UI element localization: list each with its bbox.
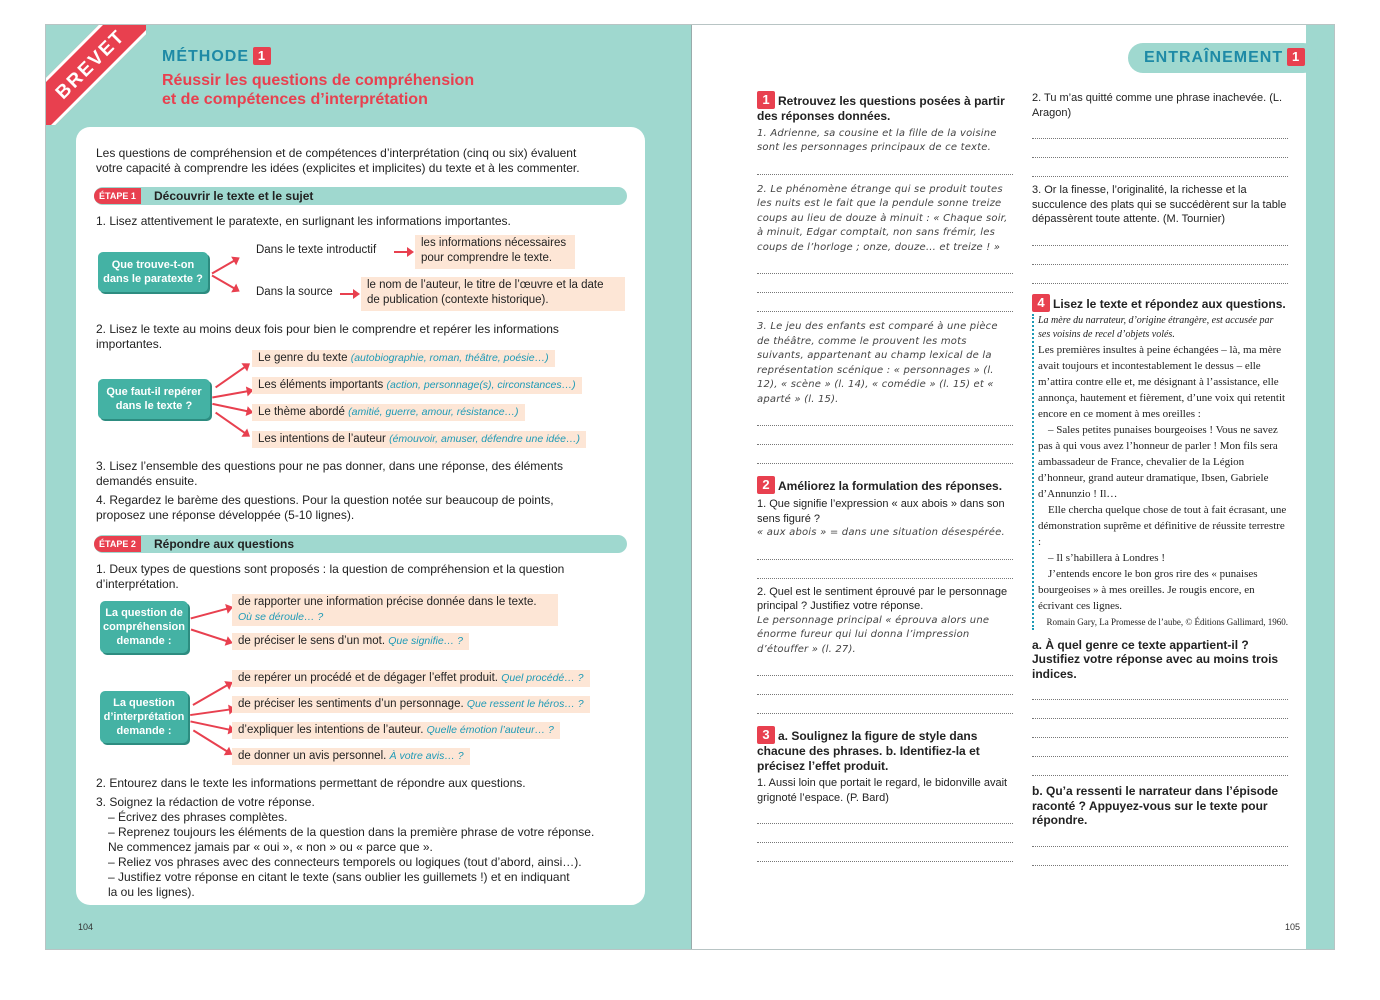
reperer-1-text: Le genre du texte: [258, 352, 348, 364]
answer-line[interactable]: [1032, 158, 1288, 177]
exercise-2-heading: 2 Améliorez la formulation des réponses.: [757, 476, 1013, 494]
arrow-icon: [212, 258, 239, 275]
etape-2: [94, 535, 627, 553]
method-card: [76, 127, 645, 905]
answer-line[interactable]: [1032, 227, 1288, 246]
interpretation-4-example: À votre avis… ?: [389, 750, 464, 762]
box-reperer: Que faut-il repérer dans le texte ?: [98, 379, 210, 419]
methode-label: [162, 47, 271, 66]
text-excerpt: [1032, 314, 1288, 630]
etape2-step-1b: d’interprétation.: [96, 577, 179, 591]
right-page: [691, 25, 1334, 949]
arrow-icon: [212, 403, 252, 413]
comprehension-1-example: Où se déroule… ?: [238, 611, 324, 623]
reperer-2-example: (action, personnage(s), circonstances…): [386, 379, 576, 391]
source-result-1: le nom de l’auteur, le titre de l’œuvre et la date: [367, 279, 604, 291]
answer-line[interactable]: [757, 560, 1013, 579]
step-1: 1. Lisez attentivement le paratexte, en surlignant les informations importantes.: [96, 214, 511, 228]
title-line-2: et de compétences d’interprétation: [162, 91, 428, 108]
etape2-step-3a: – Écrivez des phrases complètes.: [108, 810, 288, 824]
book-spread: [45, 24, 1335, 950]
exercise-2b-answer: Le personnage principal « éprouva alors une énorme fureur qui lui donna l’impression d’étouffer » (l. 27).: [757, 614, 990, 655]
etape2-step-1a: 1. Deux types de questions sont proposés : la question de compréhension et la question: [96, 562, 565, 576]
reperer-4-text: Les intentions de l’auteur: [258, 433, 386, 445]
answer-line[interactable]: [757, 541, 1013, 560]
reperer-3-text: Le thème abordé: [258, 406, 345, 418]
source-result: [361, 277, 625, 311]
arrow-icon: [190, 607, 231, 620]
arrow-icon: [215, 412, 249, 437]
exercise-1c: 3. Le jeu des enfants est comparé à une pièce de théâtre, comme le prouvent les mots suivants, appartenant au champ lexical de la représentation scénique : « personnages » (l. 12), « scène » (l. 14), « comédie » (l. 15) et « aparté » (l. 15).: [757, 321, 998, 405]
intro-result-2: pour comprendre le texte.: [421, 252, 553, 264]
comprehension-1-text: de rapporter une information précise donnée dans le texte.: [238, 596, 537, 608]
arrow-icon: [190, 708, 234, 716]
answer-line[interactable]: [1032, 719, 1288, 738]
excerpt-p2: – Sales petites punaises bourgeoises ! Vous ne savez pas à qui vous avez l’honneur de parler ! Mon fils sera ambassadeur de France, chevalier de la Légion d’honneur, grand auteur dramatique, Ibsen, Gabriele d’Annunzio ! Il…: [1038, 423, 1278, 500]
exercise-1a: 1. Adrienne, sa cousine et la fille de la voisine sont les personnages principaux de ce texte.: [757, 127, 997, 153]
interpretation-1: [232, 670, 590, 687]
interpretation-4: [232, 748, 470, 765]
answer-line[interactable]: [757, 657, 1013, 676]
reperer-3-example: (amitié, guerre, amour, résistance…): [348, 406, 519, 418]
interpretation-2-text: de préciser les sentiments d’un personnage.: [238, 698, 464, 710]
entrainement-text: ENTRAÎNEMENT: [1144, 49, 1284, 66]
reperer-2-text: Les éléments importants: [258, 379, 384, 391]
answer-line[interactable]: [1032, 757, 1288, 776]
reperer-3: [252, 404, 525, 421]
interpretation-3: [232, 722, 560, 739]
exercise-3-heading: 3 a. Soulignez la figure de style dans chacune des phrases. b. Identifiez-la et précisez l’effet produit.: [757, 727, 980, 773]
reperer-1: [252, 350, 555, 367]
excerpt-intro: La mère du narrateur, d’origine étrangère, est accusée par ses voisins de recel d’objets volés.: [1038, 314, 1274, 340]
etape-1-label: Découvrir le texte et le sujet: [154, 189, 314, 203]
intro-line-1: Les questions de compréhension et de compétences d’interprétation (cinq ou six) évaluent: [96, 146, 577, 160]
answer-line[interactable]: [1032, 246, 1288, 265]
methode-number: 1: [253, 47, 271, 65]
step-4b: proposez une réponse développée (5-10 lignes).: [96, 508, 355, 522]
left-page: [46, 25, 691, 949]
exercise-4a: a. À quel genre ce texte appartient-il ? Justifiez votre réponse avec au moins trois indices.: [1032, 637, 1279, 681]
answer-line[interactable]: [757, 255, 1013, 274]
etape-2-label: Répondre aux questions: [154, 537, 295, 551]
arrow-icon: [192, 682, 231, 706]
intro-result-1: les informations nécessaires: [421, 237, 567, 249]
answer-line[interactable]: [1032, 738, 1288, 757]
answer-line[interactable]: [757, 843, 1013, 862]
interpretation-3-text: d’expliquer les intentions de l’auteur.: [238, 724, 424, 736]
exercise-4-heading: 4 Lisez le texte et répondez aux questions.: [1032, 294, 1288, 312]
answer-line[interactable]: [1032, 139, 1288, 158]
arrow-icon: [394, 251, 412, 253]
intro-line-2: votre capacité à comprendre les idées (explicites et implicites) du texte et à les commenter.: [96, 161, 580, 175]
comprehension-2-text: de préciser le sens d’un mot.: [238, 635, 386, 647]
entrainement-number: 1: [1287, 48, 1305, 66]
box-interpretation: La question d’interprétation demande :: [100, 691, 188, 743]
interpretation-2-example: Que ressent le héros… ?: [466, 698, 584, 710]
exercise-3b: 2. Tu m’as quitté comme une phrase inachevée. (L. Aragon): [1032, 92, 1283, 119]
arrow-icon: [212, 390, 252, 399]
page-number-right: 105: [1284, 922, 1300, 932]
etape2-step-3f: la ou les lignes).: [108, 885, 195, 899]
interpretation-3-example: Quelle émotion l’auteur… ?: [426, 724, 554, 736]
source-label: Dans la source: [256, 286, 333, 298]
exercise-3c: 3. Or la finesse, l’originalité, la richesse et la succulence des plats qui se succédèrent sur la table dépassèrent toute attente. (M. Tournier): [1032, 184, 1287, 225]
brevet-corner: [46, 25, 146, 125]
answer-line[interactable]: [757, 274, 1013, 293]
exercise-3a: 1. Aussi loin que portait le regard, le bidonville avait grignoté l’espace. (P. Bard): [757, 777, 1008, 804]
interpretation-4-text: de donner un avis personnel.: [238, 750, 387, 762]
answer-line[interactable]: [757, 445, 1013, 464]
exercise-column-1: [757, 91, 1013, 862]
entrainement-header: [1128, 43, 1318, 73]
excerpt-p5: J’entends encore le bon gros rire des « punaises bourgeoises » à mes oreilles. Je rougis encore, en écrivant ces lignes.: [1038, 567, 1258, 612]
exercise-4b: b. Qu’a ressenti le narrateur dans l’épisode raconté ? Appuyez-vous sur le texte pour répondre.: [1032, 784, 1279, 827]
intro-result: [415, 235, 575, 269]
etape2-step-3e: – Justifiez votre réponse en citant le texte (sans oublier les guillemets !) et en indiquant: [108, 870, 570, 884]
answer-line[interactable]: [1032, 700, 1288, 719]
arrow-icon: [340, 293, 358, 295]
etape2-step-3d: – Reliez vos phrases avec des connecteurs temporels ou logiques (tout d’abord, ainsi…).: [108, 855, 582, 869]
answer-line[interactable]: [1032, 847, 1288, 866]
etape2-step-2: 2. Entourez dans le texte les informations permettant de répondre aux questions.: [96, 776, 526, 790]
page-number-left: 104: [78, 922, 94, 932]
excerpt-p3: Elle chercha quelque chose de tout à fait écrasant, une démonstration suprême et définitive de réussite terrestre :: [1038, 503, 1287, 548]
step-2a: 2. Lisez le texte au moins deux fois pour bien le comprendre et repérer les informations: [96, 322, 559, 336]
etape2-step-3c: Ne commencez jamais par « oui », « non » ou « parce que ».: [108, 840, 433, 854]
intro-label: Dans le texte introductif: [256, 244, 377, 256]
interpretation-2: [232, 696, 590, 713]
exercise-1-heading: 1 Retrouvez les questions posées à partir des réponses données.: [757, 92, 1005, 123]
arrow-icon: [191, 629, 232, 644]
answer-line[interactable]: [757, 695, 1013, 714]
interpretation-1-text: de repérer un procédé et de dégager l’effet produit.: [238, 672, 498, 684]
answer-line[interactable]: [757, 156, 1013, 175]
exercise-1b: 2. Le phénomène étrange qui se produit toutes les nuits est le fait que la pendule sonne treize coups au lieu de douze à minuit : « Chaque soir, à minuit, Edgar comptait, non sans frémir, les coups de l’horloge ; onze, douze… et treize ! »: [757, 183, 1008, 253]
comprehension-2: [232, 633, 469, 650]
answer-line[interactable]: [757, 407, 1013, 426]
answer-line[interactable]: [1032, 265, 1288, 284]
exercise-4-instruction: Lisez le texte et répondez aux questions.: [1053, 296, 1286, 311]
excerpt-p4: – Il s’habillera à Londres !: [1048, 551, 1165, 564]
etape-2-tag: ÉTAPE 2: [94, 536, 141, 552]
comprehension-1: [232, 594, 558, 626]
brevet-band: BREVET: [46, 25, 146, 125]
etape-1: [94, 187, 627, 205]
exercise-2a: 1. Que signifie l’expression « aux abois » dans son sens figuré ?: [757, 498, 1005, 525]
etape-1-tag: ÉTAPE 1: [94, 188, 141, 204]
source-result-2: de publication (contexte historique).: [367, 294, 549, 306]
page-title: [162, 71, 474, 109]
answer-line[interactable]: [757, 426, 1013, 445]
interpretation-1-example: Quel procédé… ?: [501, 672, 584, 684]
answer-line[interactable]: [1032, 120, 1288, 139]
etape2-step-3b: – Reprenez toujours les éléments de la question dans la première phrase de votre réponse.: [108, 825, 595, 839]
answer-line[interactable]: [1032, 681, 1288, 700]
excerpt-source: Romain Gary, La Promesse de l’aube, © Éditions Gallimard, 1960.: [1046, 616, 1288, 627]
exercise-2b: 2. Quel est le sentiment éprouvé par le personnage principal ? Justifiez votre réponse.: [757, 585, 1008, 612]
arrow-icon: [212, 275, 239, 292]
reperer-4-example: (émouvoir, amuser, défendre une idée…): [389, 433, 580, 445]
answer-line[interactable]: [757, 293, 1013, 312]
answer-line[interactable]: [757, 676, 1013, 695]
exercise-2a-answer: « aux abois » = dans une situation désespérée.: [757, 527, 1005, 538]
methode-text: MÉTHODE: [162, 48, 249, 65]
comprehension-2-example: Que signifie… ?: [388, 635, 463, 647]
step-4a: 4. Regardez le barème des questions. Pour la question notée sur beaucoup de points,: [96, 493, 554, 507]
answer-line[interactable]: [757, 824, 1013, 843]
reperer-1-example: (autobiographie, roman, théâtre, poésie…): [350, 352, 549, 364]
arrow-icon: [190, 720, 233, 731]
box-comprehension: La question de compréhension demande :: [100, 601, 188, 653]
title-line-1: Réussir les questions de compréhension: [162, 72, 475, 89]
exercise-3-instruction: a. Soulignez la figure de style dans chacune des phrases. b. Identifiez-la et précisez l’effet produit.: [757, 729, 980, 773]
excerpt-p1: Les premières insultes à peine échangées – là, ma mère avait toujours et incontestablement le dessus – elle m’attira contre elle et, me désignant à l’assistance, elle annonça, hautement et fièrement, d’une voix qui retentit encore en ce moment à mes oreilles :: [1038, 343, 1286, 420]
exercise-column-2: [1032, 91, 1288, 866]
arrow-icon: [193, 729, 231, 754]
answer-line[interactable]: [1032, 828, 1288, 847]
etape2-step-3: 3. Soignez la rédaction de votre réponse.: [96, 795, 315, 809]
reperer-2: [252, 377, 582, 394]
box-paratexte: Que trouve-t-on dans le paratexte ?: [98, 252, 208, 292]
exercise-1-instruction: Retrouvez les questions posées à partir des réponses données.: [757, 94, 1005, 123]
step-2b: importantes.: [96, 337, 163, 351]
answer-line[interactable]: [757, 805, 1013, 824]
arrow-icon: [215, 364, 249, 389]
reperer-4: [252, 431, 586, 448]
step-3a: 3. Lisez l’ensemble des questions pour ne pas donner, dans une réponse, des éléments: [96, 459, 563, 473]
step-3b: demandés ensuite.: [96, 474, 198, 488]
exercise-2-instruction: Améliorez la formulation des réponses.: [778, 479, 1003, 493]
